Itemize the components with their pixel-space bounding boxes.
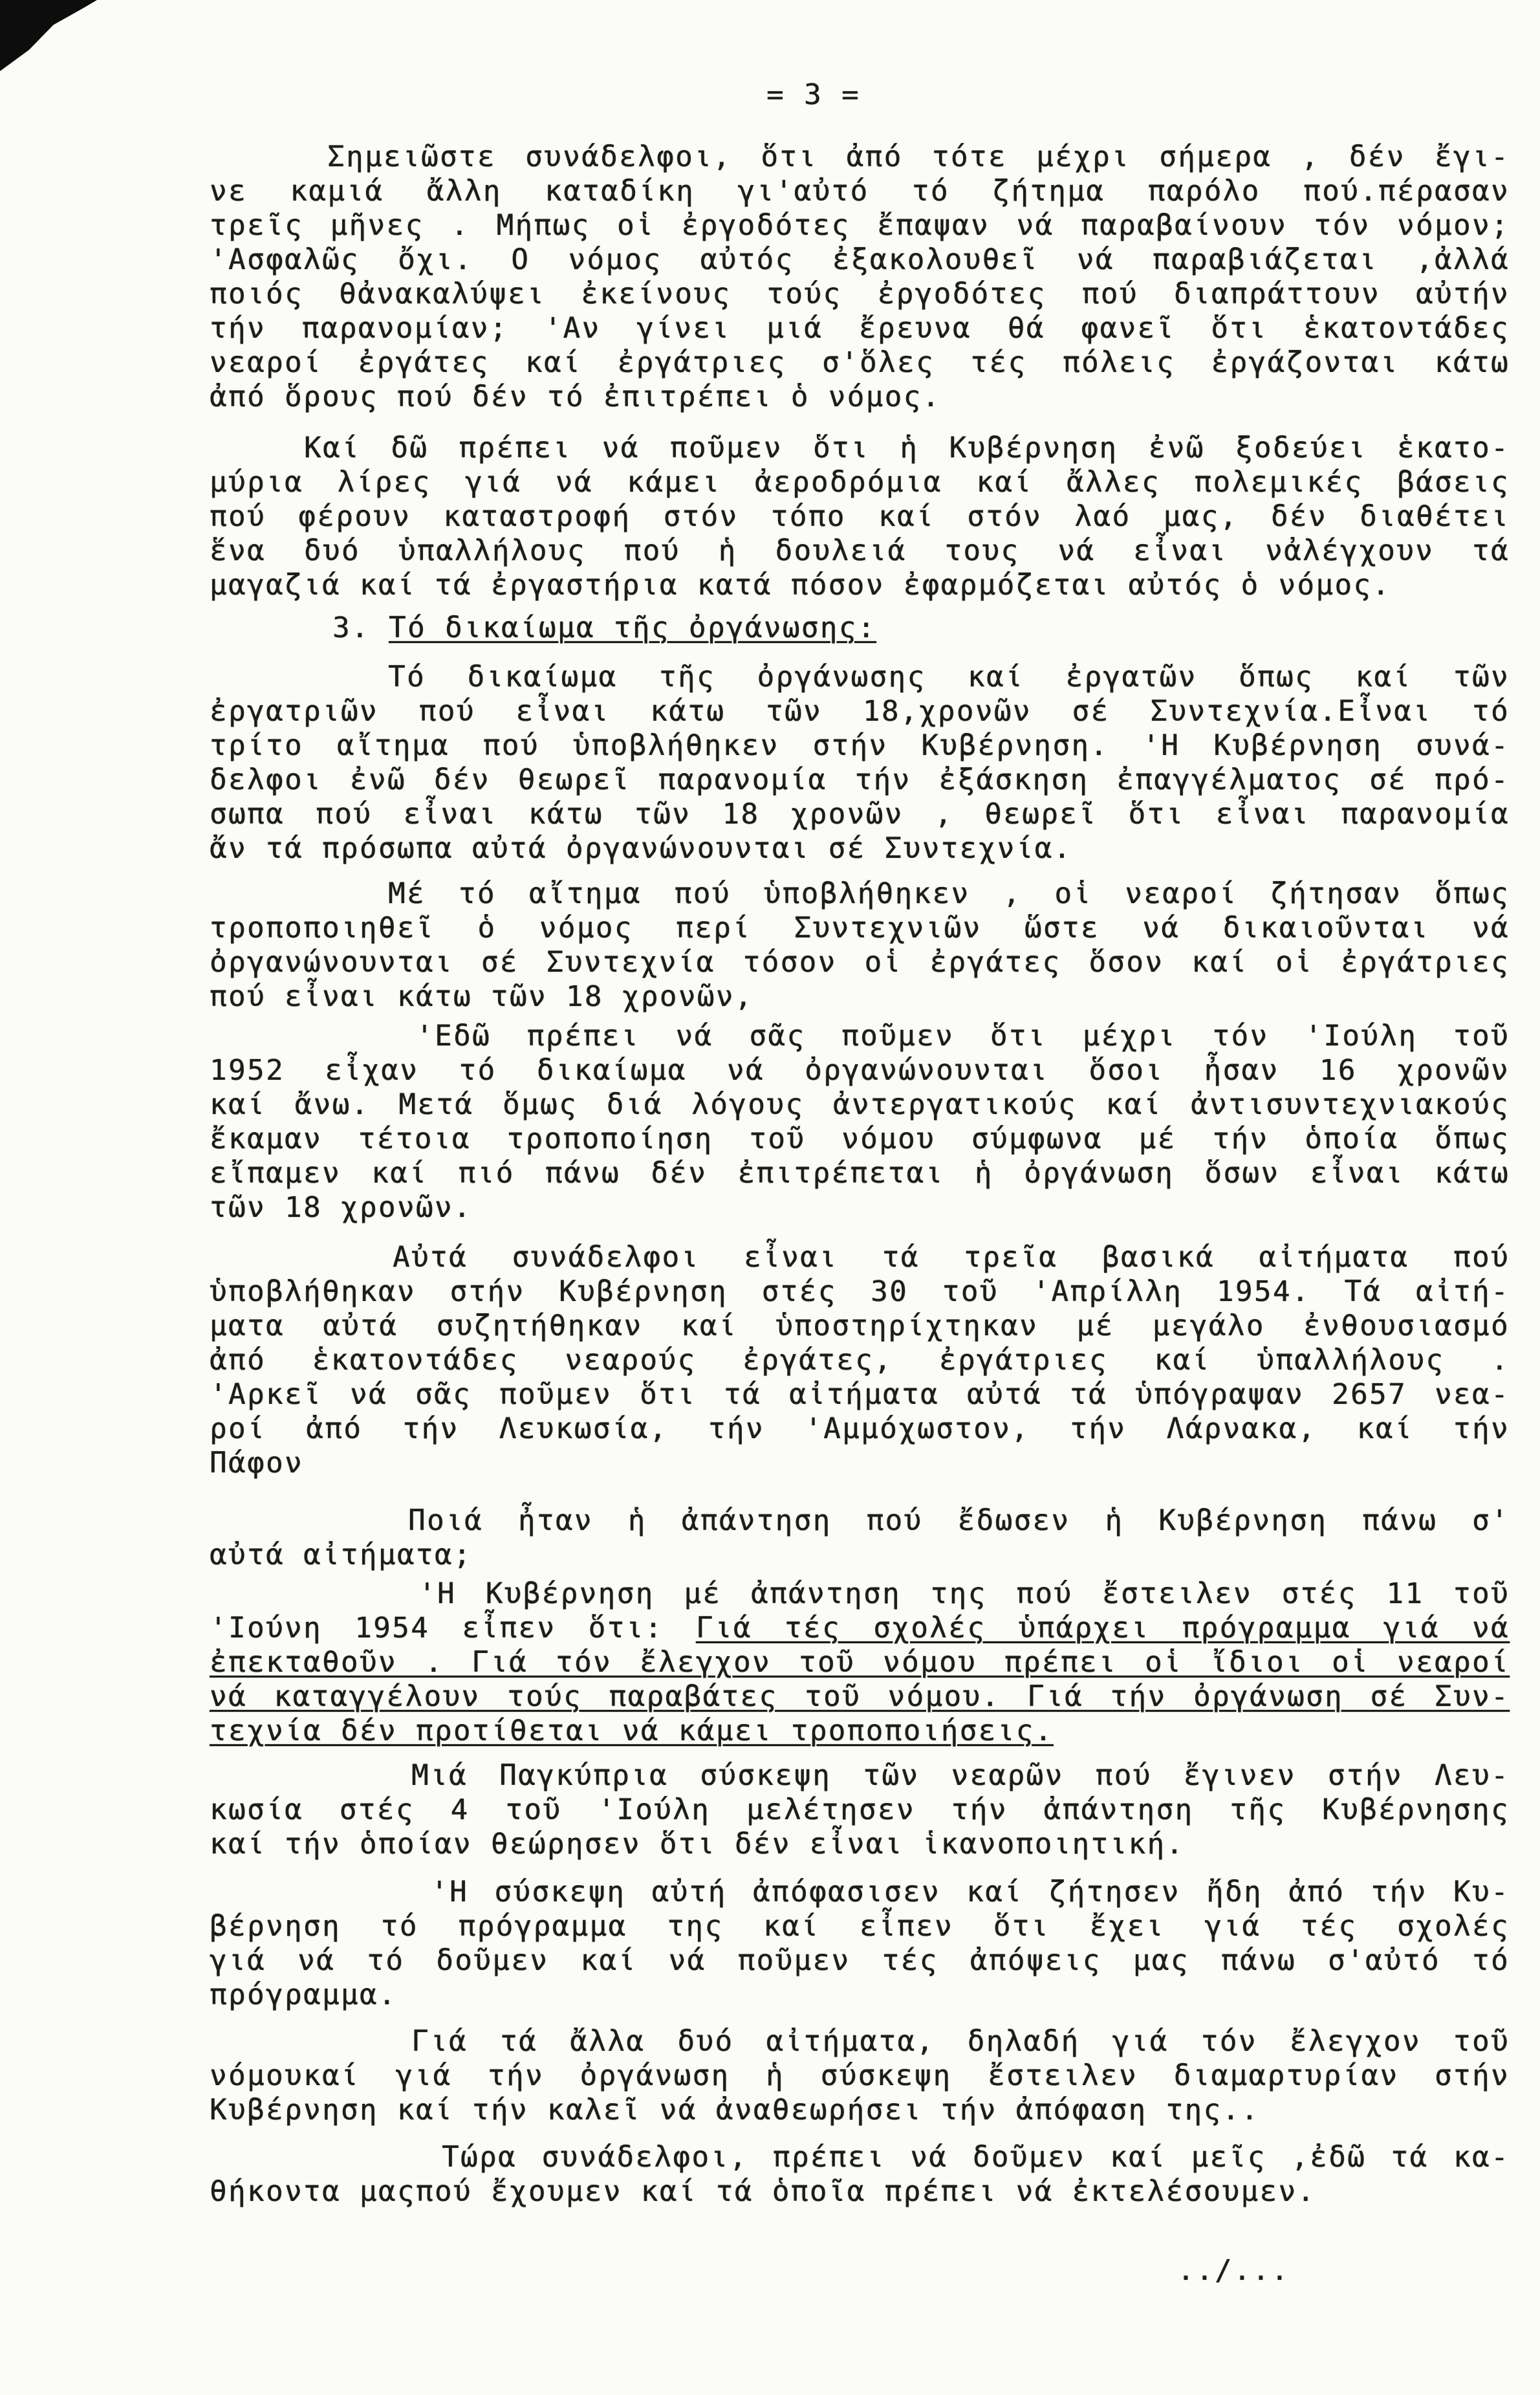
continuation-mark: ../... [1177,2254,1290,2287]
plain-text: 'Ιούνη 1954 εἶπεν ὅτι: [210,1612,696,1645]
text-line [210,1679,1510,1714]
section-title: Τό δικαίωμα τῆς ὀργάνωσης: [388,611,876,644]
underlined-text: νά καταγγέλουν τούς παραβάτες τοῦ νόμου. Γιά τήν ὀργάνωση σέ Συν- [210,1680,1510,1713]
text-line: Καί δῶ πρέπει νά ποῦμεν ὅτι ἡ Κυβέρνηση ἐνῶ ξοδεύει ἑκατο- [304,432,1510,465]
text-line: καί τήν ὁποίαν θεώρησεν ὅτι δέν εἶναι ἱκανοποιητική. [210,1828,1185,1861]
text-line: νεαροί ἐργάτες καί ἐργάτριες σ'ὅλες τές πόλεις ἐργάζονται κάτω [210,346,1510,379]
text-line: Τώρα συνάδελφοι, πρέπει νά δοῦμεν καί μεῖς ,ἐδῶ τά κα- [442,2141,1510,2174]
text-line: 1952 εἶχαν τό δικαίωμα νά ὀργανώνουνται ὅσοι ἦσαν 16 χρονῶν [210,1054,1510,1087]
text-line: γιά νά τό δοῦμεν καί νά ποῦμεν τές ἀπόψεις μας πάνω σ'αὐτό τό [210,1944,1510,1977]
text-line: ἀπό ἑκατοντάδες νεαρούς ἐργάτες, ἐργάτριες καί ὑπαλλήλους . [210,1344,1510,1377]
text-line: 'Η Κυβέρνηση μέ ἀπάντηση της πού ἔστειλεν στές 11 τοῦ [418,1577,1510,1610]
text-line: Σημειῶστε συνάδελφοι, ὅτι ἀπό τότε μέχρι σήμερα , δέν ἔγι- [327,140,1510,173]
paragraph [210,877,1510,1014]
text-line [210,1645,1510,1679]
scan-corner-shadow [0,0,97,71]
paragraph [210,2024,1510,2127]
paragraph [210,1758,1510,1861]
text-line: τήν παρανομίαν; 'Αν γίνει μιά ἔρευνα θά φανεῖ ὅτι ἑκατοντάδες [210,312,1510,345]
text-line [210,1714,1510,1748]
text-line: ροί ἀπό τήν Λευκωσία, τήν 'Αμμόχωστον, τήν Λάρνακα, καί τήν [210,1412,1510,1445]
text-line: βέρνηση τό πρόγραμμα της καί εἶπεν ὅτι ἔχει γιά τές σχολές [210,1910,1510,1943]
text-line: καί ἄνω. Μετά ὅμως διά λόγους ἀντεργατικούς καί ἀντισυντεχνιακούς [210,1088,1510,1121]
document-body [210,0,1510,2395]
text-line: τρεῖς μῆνες . Μήπως οἱ ἐργοδότες ἔπαψαν νά παραβαίνουν τόν νόμον; [210,209,1510,242]
underlined-text: ἐπεκταθοῦν . Γιά τόν ἔλεγχον τοῦ νόμου πρέπει οἱ ἴδιοι οἱ νεαροί [210,1646,1510,1679]
text-line: Τό δικαίωμα τῆς ὀργάνωσης καί ἐργατῶν ὅπως καί τῶν [388,661,1510,694]
underlined-text: τεχνία δέν προτίθεται νά κάμει τροποποιήσεις. [210,1714,1054,1747]
text-line: 'Εδῶ πρέπει νά σᾶς ποῦμεν ὅτι μέχρι τόν 'Ιούλη τοῦ [416,1020,1510,1053]
text-line: 'Ασφαλῶς ὄχι. Ο νόμος αὐτός ἐξακολουθεῖ νά παραβιάζεται ,ἀλλά [210,243,1510,276]
text-line: ὑποβλήθηκαν στήν Κυβέρνηση στές 30 τοῦ 'Απρίλλη 1954. Τά αἰτή- [210,1275,1510,1308]
paragraph [210,2140,1510,2209]
text-line: νε καμιά ἄλλη καταδίκη γι'αὐτό τό ζήτημα παρόλο πού.πέρασαν [210,175,1510,208]
paragraph [210,1504,1510,1572]
underlined-text: Γιά τές σχολές ὑπάρχει πρόγραμμα γιά νά [695,1612,1510,1645]
paragraph [210,1019,1510,1225]
text-line: ἀπό ὅρους πού δέν τό ἐπιτρέπει ὁ νόμος. [210,380,941,413]
text-line: δελφοι ἐνῶ δέν θεωρεῖ παρανομία τήν ἐξάσκηση ἐπαγγέλματος σέ πρό- [210,763,1510,796]
paragraph [210,431,1510,602]
text-line: μύρια λίρες γιά νά κάμει ἀεροδρόμια καί ἄλλες πολεμικές βάσεις [210,466,1510,499]
page-number: = 3 = [766,78,860,111]
paragraph [210,1577,1510,1748]
text-line: ματα αὐτά συζητήθηκαν καί ὑποστηρίχτηκαν μέ μεγάλο ἐνθουσιασμό [210,1309,1510,1342]
paragraph [210,660,1510,866]
text-line: τροποποιηθεῖ ὁ νόμος περί Συντεχνιῶν ὥστε νά δικαιοῦνται νά [210,912,1510,945]
text-line: Μιά Παγκύπρια σύσκεψη τῶν νεαρῶν πού ἔγινεν στήν Λευ- [411,1759,1510,1792]
text-line: πού εἶναι κάτω τῶν 18 χρονῶν, [210,980,754,1013]
paragraph [210,1875,1510,2012]
paragraph [210,140,1510,414]
text-line: σωπα πού εἶναι κάτω τῶν 18 χρονῶν , θεωρεῖ ὅτι εἶναι παρανομία [210,798,1510,831]
paragraph [210,1240,1510,1480]
text-line: ἄν τά πρόσωπα αὐτά ὀργανώνουνται σέ Συντεχνία. [210,832,1072,865]
text-line: 'Αρκεῖ νά σᾶς ποῦμεν ὅτι τά αἰτήματα αὐτά τά ὑπόγραψαν 2657 νεα- [210,1378,1510,1411]
text-line: πρόγραμμα. [210,1978,397,2011]
text-line: κωσία στές 4 τοῦ 'Ιούλη μελέτησεν τήν ἀπάντηση τῆς Κυβέρνησης [210,1793,1510,1826]
section-number: 3. [332,611,370,644]
text-line: τρίτο αἴτημα πού ὑποβλήθηκεν στήν Κυβέρνηση. 'Η Κυβέρνηση συνά- [210,729,1510,762]
text-line: νόμουκαί γιά τήν ὀργάνωση ἡ σύσκεψη ἔστειλεν διαμαρτυρίαν στήν [210,2059,1510,2092]
text-line: ποιός θἀνακαλύψει ἐκείνους τούς ἐργοδότες πού διαπράττουν αὐτήν [210,278,1510,311]
text-line: Ποιά ἦταν ἡ ἀπάντηση πού ἔδωσεν ἡ Κυβέρνηση πάνω σ' [408,1504,1510,1537]
text-line: Πάφον [210,1447,303,1480]
text-line: τῶν 18 χρονῶν. [210,1191,472,1224]
text-line: θήκοντα μαςπού ἔχουμεν καί τά ὁποῖα πρέπει νά ἐκτελέσουμεν. [210,2175,1316,2208]
text-line: Κυβέρνηση καί τήν καλεῖ νά ἀναθεωρήσει τήν ἀπόφαση της.. [210,2094,1260,2127]
text-line: 'Η σύσκεψη αὐτή ἀπόφασισεν καί ζήτησεν ἤδη ἀπό τήν Κυ- [431,1876,1510,1908]
text-line: Αὐτά συνάδελφοι εἶναι τά τρεῖα βασικά αἰτήματα πού [393,1241,1510,1274]
text-line: Μέ τό αἴτημα πού ὑποβλήθηκεν , οἱ νεαροί ζήτησαν ὅπως [388,877,1510,910]
section-heading [332,611,876,645]
text-line: μαγαζιά καί τά ἐργαστήρια κατά πόσον ἐφαρμόζεται αὐτός ὁ νόμος. [210,569,1391,602]
text-line: ἐργατριῶν πού εἶναι κάτω τῶν 18,χρονῶν σέ Συντεχνία.Εἶναι τό [210,695,1510,728]
text-line: πού φέρουν καταστροφή στόν τόπο καί στόν λαό μας, δέν διαθέτει [210,500,1510,533]
text-line: Γιά τά ἄλλα δυό αἰτήματα, δηλαδή γιά τόν ἔλεγχον τοῦ [411,2025,1510,2058]
text-line: ὀργανώνουνται σέ Συντεχνία τόσον οἱ ἐργάτες ὅσον καί οἱ ἐργάτριες [210,946,1510,979]
text-line [210,1611,1510,1645]
text-line: ἕνα δυό ὑπαλλήλους πού ἡ δουλειά τους νά εἶναι νἀλέγχουν τά [210,534,1510,567]
text-line: αὐτά αἰτήματα; [210,1538,472,1571]
text-line: ἔκαμαν τέτοια τροποποίηση τοῦ νόμου σύμφωνα μέ τήν ὁποία ὅπως [210,1122,1510,1155]
text-line: εἴπαμεν καί πιό πάνω δέν ἐπιτρέπεται ἡ ὀργάνωση ὅσων εἶναι κάτω [210,1157,1510,1190]
